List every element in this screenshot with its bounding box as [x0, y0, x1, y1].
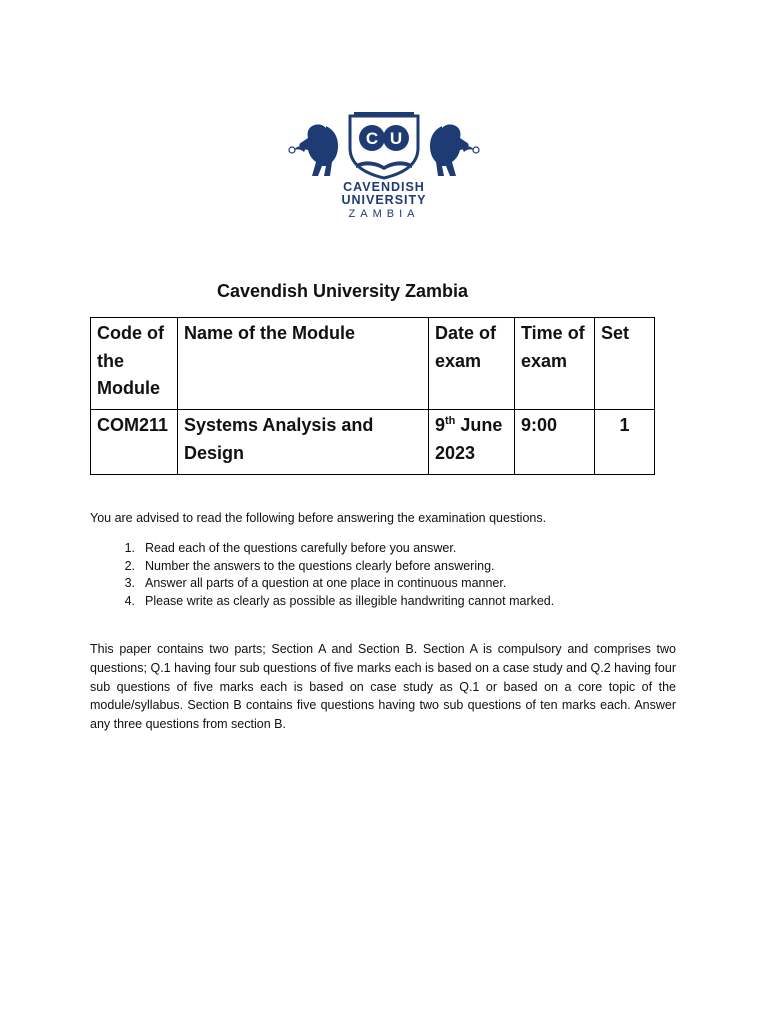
list-number: 1. — [124, 541, 135, 555]
header-cell: Name of the Module — [178, 318, 429, 410]
list-item — [90, 593, 554, 611]
svg-text:CAVENDISH: CAVENDISH — [343, 180, 425, 194]
header-cell: Set — [595, 318, 655, 410]
table-row — [91, 410, 655, 475]
date-rest: June 2023 — [435, 415, 503, 463]
list-text: Please write as clearly as possible as illegible handwriting cannot marked. — [145, 594, 555, 609]
table-header-row — [91, 318, 655, 410]
page-title: Cavendish University Zambia — [216, 281, 469, 301]
list-text: Number the answers to the questions clearly before answering. — [145, 558, 495, 573]
module-code-cell: COM211 — [91, 410, 178, 475]
paper-structure-paragraph: This paper contains two parts; Section A and Section B. Section A is compulsory and comprises two questions; Q.1 having four sub questions of five marks each is based on a case study and Q.2 having four sub questions of five marks each is based on case study as Q.1 or based on a core topic of the module/syllabus. Section B contains five questions having two sub questions of ten marks each. Answer any three questions from section B. — [90, 642, 676, 732]
list-number: 2. — [124, 558, 135, 573]
date-day: 9 — [435, 415, 446, 435]
exam-info-table — [90, 317, 655, 475]
list-text: Answer all parts of a question at one place in continuous manner. — [145, 576, 507, 591]
list-number: 3. — [124, 576, 135, 591]
svg-text:ZAMBIA: ZAMBIA — [348, 208, 420, 220]
university-logo — [288, 108, 480, 223]
svg-text:U: U — [389, 129, 403, 148]
module-name-cell: Systems Analysis and Design — [178, 410, 429, 475]
svg-text:C: C — [365, 129, 379, 148]
set-cell: 1 — [595, 410, 655, 475]
date-suffix: th — [445, 415, 456, 427]
list-item — [90, 540, 554, 558]
header-cell: Date of exam — [429, 318, 515, 410]
instructions-intro: You are advised to read the following before answering the examination questions. — [90, 511, 547, 525]
exam-date-cell — [429, 410, 515, 475]
svg-text:UNIVERSITY: UNIVERSITY — [341, 193, 427, 207]
crest-icon — [288, 108, 480, 223]
header-cell: Code of the Module — [91, 318, 178, 410]
list-item — [90, 558, 554, 576]
list-item — [90, 575, 554, 593]
header-cell: Time of exam — [515, 318, 595, 410]
list-text: Read each of the questions carefully before you answer. — [145, 541, 457, 555]
list-number: 4. — [124, 594, 135, 609]
instructions-list — [90, 540, 554, 611]
exam-time-cell: 9:00 — [515, 410, 595, 475]
